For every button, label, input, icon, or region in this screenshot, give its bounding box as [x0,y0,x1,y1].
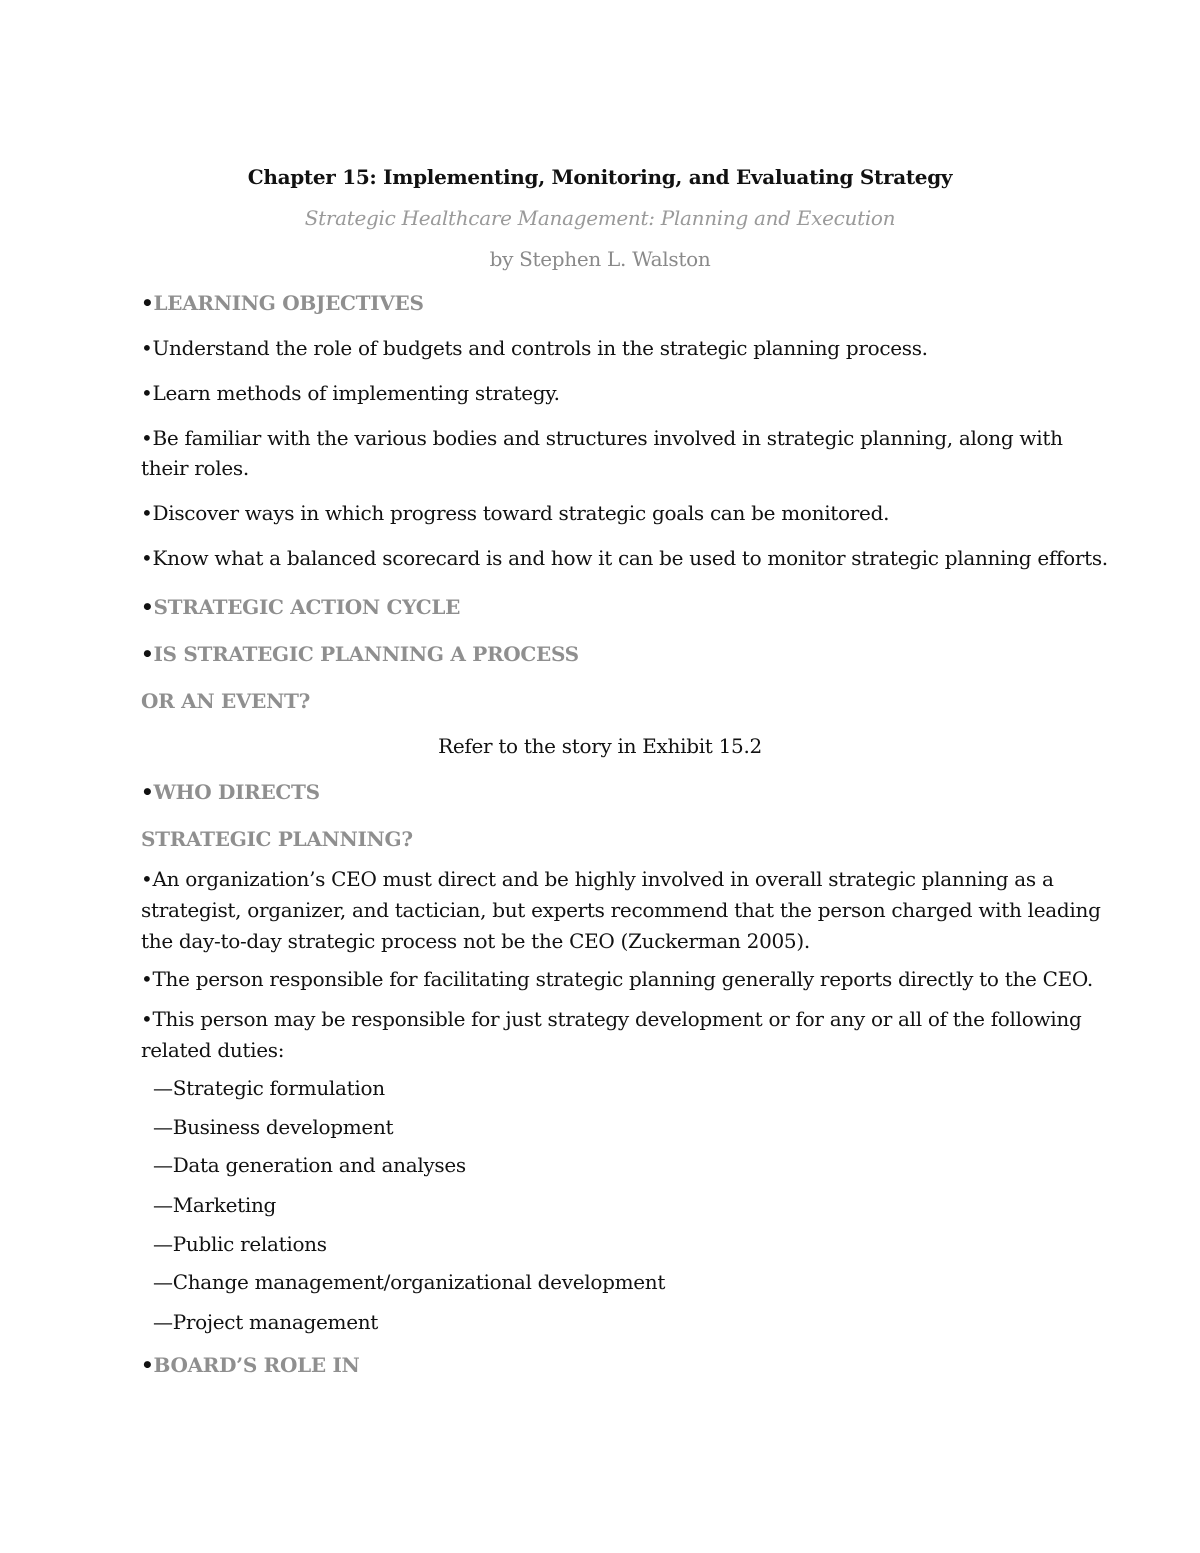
bullet: • [141,867,153,891]
author-line: by Stephen L. Walston [489,247,711,271]
section-heading-learning-objectives: •LEARNING OBJECTIVES [141,291,424,315]
duty-item: —Project management [153,1310,379,1334]
paragraph-line: •An organization’s CEO must direct and be highly involved in overall strategic planning as a [141,867,1054,891]
bullet: • [141,291,154,315]
bullet: • [141,426,153,450]
paragraph-line: •The person responsible for facilitating strategic planning generally reports directly to the CEO. [141,967,1093,991]
section-heading-process-or-event: •IS STRATEGIC PLANNING A PROCESS [141,642,579,666]
objective-item: •Understand the role of budgets and controls in the strategic planning process. [141,336,928,360]
paragraph-line: •This person may be responsible for just strategy development or for any or all of the following [141,1007,1082,1031]
chapter-title: Chapter 15: Implementing, Monitoring, and Evaluating Strategy [247,165,953,189]
duty-item: —Strategic formulation [153,1076,385,1100]
exhibit-note: Refer to the story in Exhibit 15.2 [438,734,762,758]
bullet: • [141,381,153,405]
paragraph-line: related duties: [141,1038,285,1062]
bullet: • [141,546,153,570]
objective-item: •Discover ways in which progress toward strategic goals can be monitored. [141,501,890,525]
section-heading-process-or-event-continued: OR AN EVENT? [141,689,311,713]
bullet: • [141,595,154,619]
duty-item: —Change management/organizational development [153,1270,666,1294]
bullet: • [141,501,153,525]
paragraph-line: strategist, organizer, and tactician, but experts recommend that the person charged with leading [141,898,1101,922]
objective-item-continued: their roles. [141,456,249,480]
duty-item: —Marketing [153,1193,277,1217]
section-heading-who-directs-continued: STRATEGIC PLANNING? [141,827,413,851]
objective-item: •Be familiar with the various bodies and structures involved in strategic planning, along with [141,426,1063,450]
bullet: • [141,1007,153,1031]
objective-item: •Learn methods of implementing strategy. [141,381,560,405]
bullet: • [141,967,153,991]
bullet: • [141,336,153,360]
duty-item: —Business development [153,1115,394,1139]
bullet: • [141,1353,154,1377]
duty-item: —Public relations [153,1232,327,1256]
section-heading-boards-role: •BOARD’S ROLE IN [141,1353,360,1377]
bullet: • [141,780,154,804]
paragraph-line: the day-to-day strategic process not be the CEO (Zuckerman 2005). [141,929,810,953]
objective-item: •Know what a balanced scorecard is and how it can be used to monitor strategic planning efforts. [141,546,1108,570]
duty-item: —Data generation and analyses [153,1153,466,1177]
section-heading-strategic-action-cycle: •STRATEGIC ACTION CYCLE [141,595,461,619]
section-heading-who-directs: •WHO DIRECTS [141,780,320,804]
book-subtitle: Strategic Healthcare Management: Planning and Execution [304,206,896,230]
bullet: • [141,642,154,666]
